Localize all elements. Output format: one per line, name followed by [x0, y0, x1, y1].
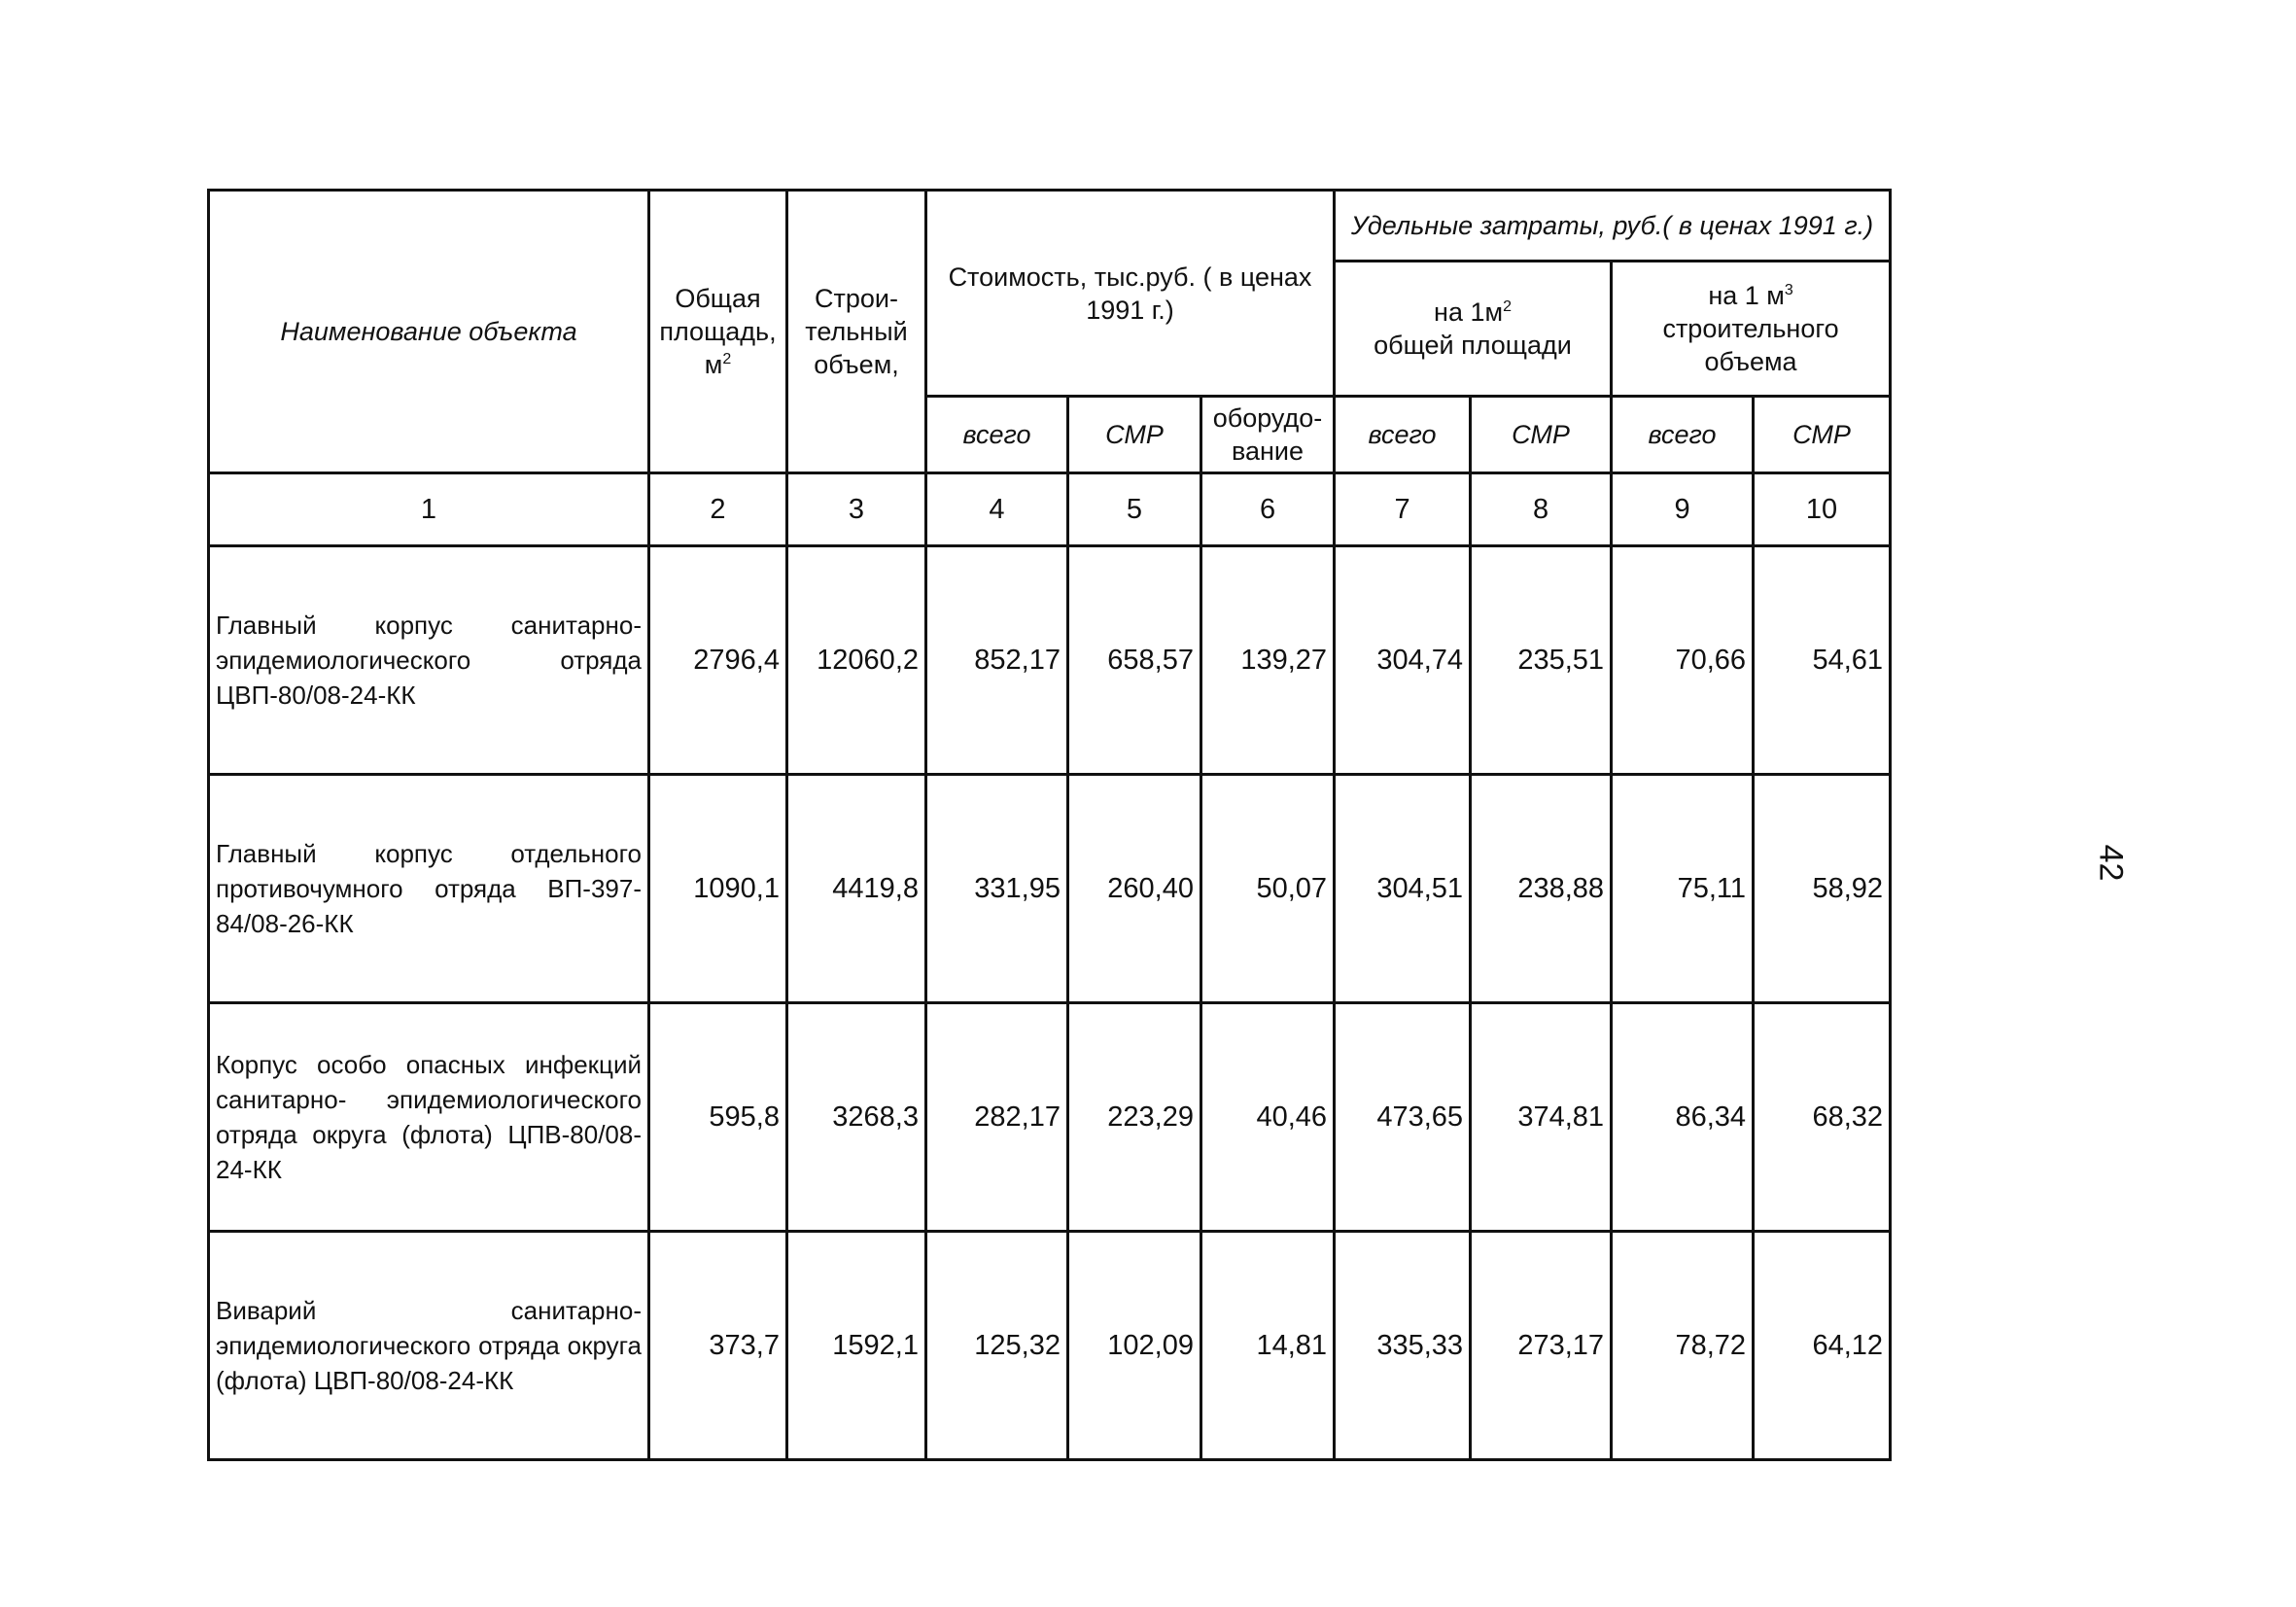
column-number: 1: [209, 473, 649, 546]
table-row: [209, 775, 1891, 1003]
header-per-m2: [1335, 262, 1612, 397]
column-number: 8: [1471, 473, 1612, 546]
cost-total: 125,32: [926, 1232, 1068, 1460]
column-number: 10: [1754, 473, 1891, 546]
per-m2-suffix: общей площади: [1374, 331, 1572, 360]
cost-total: 282,17: [926, 1003, 1068, 1232]
cost-total: 331,95: [926, 775, 1068, 1003]
header-cost-group: Стоимость, тыс.руб. ( в ценах 1991 г.): [926, 191, 1335, 397]
m2-total: 304,51: [1335, 775, 1471, 1003]
page-number: 42: [2092, 844, 2130, 882]
per-m2-sup: 2: [1503, 298, 1512, 315]
header-cost-smr: СМР: [1068, 397, 1201, 473]
cost-equipment: 50,07: [1201, 775, 1335, 1003]
m3-smr: 58,92: [1754, 775, 1891, 1003]
m3-total: 75,11: [1612, 775, 1754, 1003]
column-number: 3: [787, 473, 926, 546]
column-number: 4: [926, 473, 1068, 546]
m2-total: 473,65: [1335, 1003, 1471, 1232]
cost-smr: 260,40: [1068, 775, 1201, 1003]
building-volume: 4419,8: [787, 775, 926, 1003]
column-number: 7: [1335, 473, 1471, 546]
per-m3-sup: 3: [1784, 282, 1793, 298]
table-row: [209, 546, 1891, 775]
m3-total: 70,66: [1612, 546, 1754, 775]
m3-smr: 64,12: [1754, 1232, 1891, 1460]
m2-smr: 273,17: [1471, 1232, 1612, 1460]
header-building-volume: Строи-тельный объем,: [787, 191, 926, 473]
column-number: 5: [1068, 473, 1201, 546]
m3-smr: 68,32: [1754, 1003, 1891, 1232]
header-m2-smr: СМР: [1471, 397, 1612, 473]
header-m3-total: всего: [1612, 397, 1754, 473]
object-name: Главный корпус отдельного противочумного отряда ВП-397-84/08-26-КК: [209, 775, 649, 1003]
header-object-name: Наименование объекта: [209, 191, 649, 473]
building-volume: 1592,1: [787, 1232, 926, 1460]
column-number-row: [209, 473, 1891, 546]
header-area-unit-sup: 2: [722, 351, 732, 367]
header-area-label: Общая площадь,: [659, 284, 777, 346]
total-area: 1090,1: [649, 775, 787, 1003]
total-area: 373,7: [649, 1232, 787, 1460]
total-area: 2796,4: [649, 546, 787, 775]
m3-total: 86,34: [1612, 1003, 1754, 1232]
header-per-m3: [1612, 262, 1891, 397]
per-m2-prefix: на 1м: [1434, 297, 1504, 327]
table-row: [209, 1232, 1891, 1460]
object-name: Виварий санитарно-эпидемиологического отряда округа (флота) ЦВП-80/08-24-КК: [209, 1232, 649, 1460]
m3-smr: 54,61: [1754, 546, 1891, 775]
per-m3-prefix: на 1 м: [1708, 281, 1785, 310]
cost-equipment: 14,81: [1201, 1232, 1335, 1460]
object-name: Корпус особо опасных инфекций санитарно- эпидемиологического отряда округа (флота) ЦПВ-80/08-24-КК: [209, 1003, 649, 1232]
cost-smr: 658,57: [1068, 546, 1201, 775]
m2-smr: 238,88: [1471, 775, 1612, 1003]
header-specific-costs: Удельные затраты, руб.( в ценах 1991 г.): [1335, 191, 1891, 262]
cost-table: [207, 189, 1892, 1461]
cost-smr: 223,29: [1068, 1003, 1201, 1232]
header-m3-smr: СМР: [1754, 397, 1891, 473]
column-number: 2: [649, 473, 787, 546]
per-m3-suffix: строительного объема: [1662, 314, 1839, 376]
m3-total: 78,72: [1612, 1232, 1754, 1460]
m2-total: 335,33: [1335, 1232, 1471, 1460]
building-volume: 12060,2: [787, 546, 926, 775]
m2-smr: 235,51: [1471, 546, 1612, 775]
header-m2-total: всего: [1335, 397, 1471, 473]
cost-smr: 102,09: [1068, 1232, 1201, 1460]
header-cost-equipment: оборудо-вание: [1201, 397, 1335, 473]
header-total-area: [649, 191, 787, 473]
column-number: 9: [1612, 473, 1754, 546]
header-cost-total: всего: [926, 397, 1068, 473]
column-number: 6: [1201, 473, 1335, 546]
cost-equipment: 40,46: [1201, 1003, 1335, 1232]
total-area: 595,8: [649, 1003, 787, 1232]
table-row: [209, 1003, 1891, 1232]
cost-equipment: 139,27: [1201, 546, 1335, 775]
building-volume: 3268,3: [787, 1003, 926, 1232]
object-name: Главный корпус санитарно-эпидемиологического отряда ЦВП-80/08-24-КК: [209, 546, 649, 775]
cost-total: 852,17: [926, 546, 1068, 775]
header-area-unit: м: [704, 350, 723, 379]
m2-total: 304,74: [1335, 546, 1471, 775]
m2-smr: 374,81: [1471, 1003, 1612, 1232]
